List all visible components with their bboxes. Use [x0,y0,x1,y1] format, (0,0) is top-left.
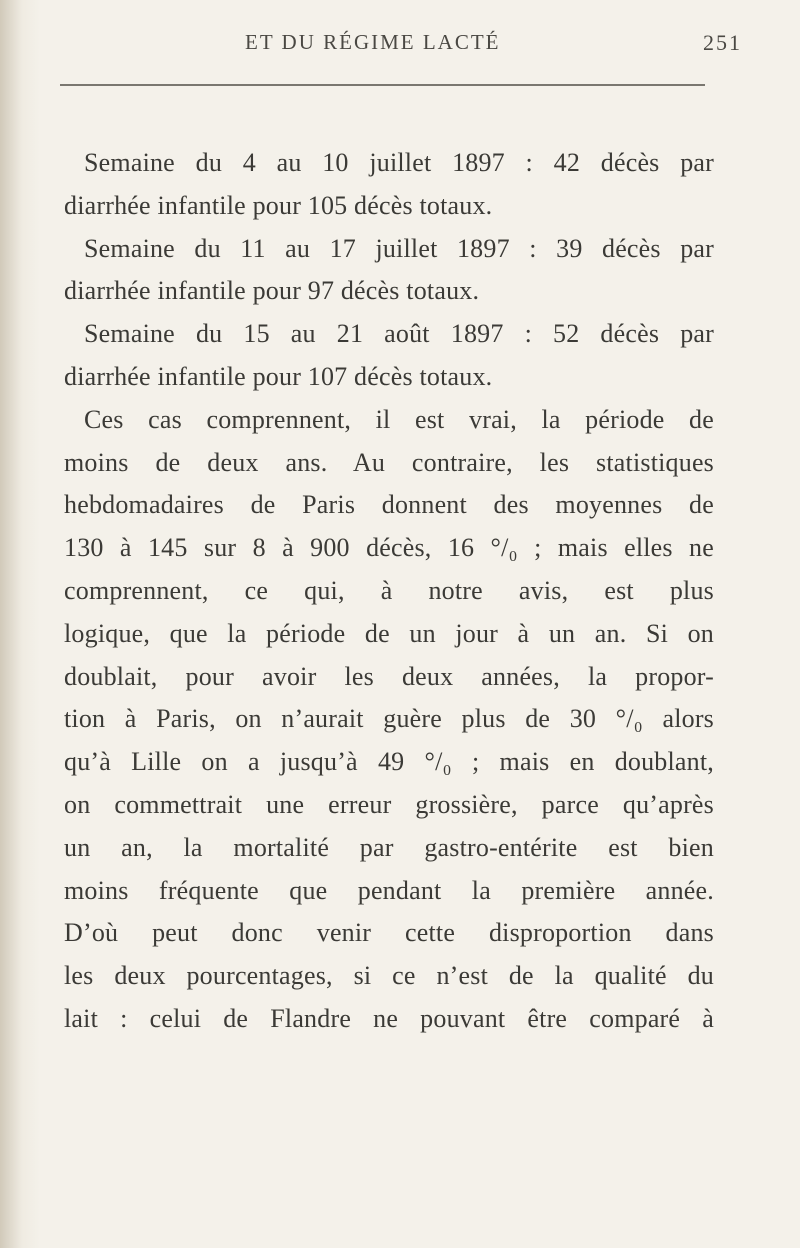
text-line: comprennent, ce qui, à notre avis, est plus [64,575,714,605]
running-title: ET DU RÉGIME LACTÉ [245,30,501,54]
text-line: tion à Paris, on n’aurait guère plus de 30 °/₀ alors [64,704,714,734]
text-line: moins de deux ans. Au contraire, les statistiques [64,447,714,477]
text-line: hebdomadaires de Paris donnent des moyennes de [64,490,714,520]
text-line: lait : celui de Flandre ne pouvant être comparé à [64,1003,714,1033]
text-line: diarrhée infantile pour 105 décès totaux. [64,190,493,220]
text-line: diarrhée infantile pour 107 décès totaux. [64,361,493,391]
text-line: 130 à 145 sur 8 à 900 décès, 16 °/₀ ; mais elles ne [64,533,714,563]
text-line: moins fréquente que pendant la première année. [64,875,714,905]
running-head [60,30,750,64]
text-line: Semaine du 15 au 21 août 1897 : 52 décès par [84,319,714,349]
page-number: 251 [703,30,742,55]
text-line: Semaine du 11 au 17 juillet 1897 : 39 décès par [84,233,714,263]
text-line: diarrhée infantile pour 97 décès totaux. [64,276,480,306]
text-line: Ces cas comprennent, il est vrai, la période de [84,404,714,434]
text-line: qu’à Lille on a jusqu’à 49 °/₀ ; mais en doublant, [64,747,714,777]
text-line: Semaine du 4 au 10 juillet 1897 : 42 décès par [84,148,714,177]
text-line: on commettrait une erreur grossière, parce qu’après [64,789,714,819]
text-line: doublait, pour avoir les deux années, la propor- [64,661,714,691]
header-rule [60,84,705,86]
text-line: D’où peut donc venir cette disproportion dans [64,918,714,948]
text-line: les deux pourcentages, si ce n’est de la qualité du [64,961,714,991]
body-text [64,142,714,1041]
text-line: un an, la mortalité par gastro-entérite est bien [64,832,714,862]
text-line: logique, que la période de un jour à un an. Si on [64,618,714,648]
